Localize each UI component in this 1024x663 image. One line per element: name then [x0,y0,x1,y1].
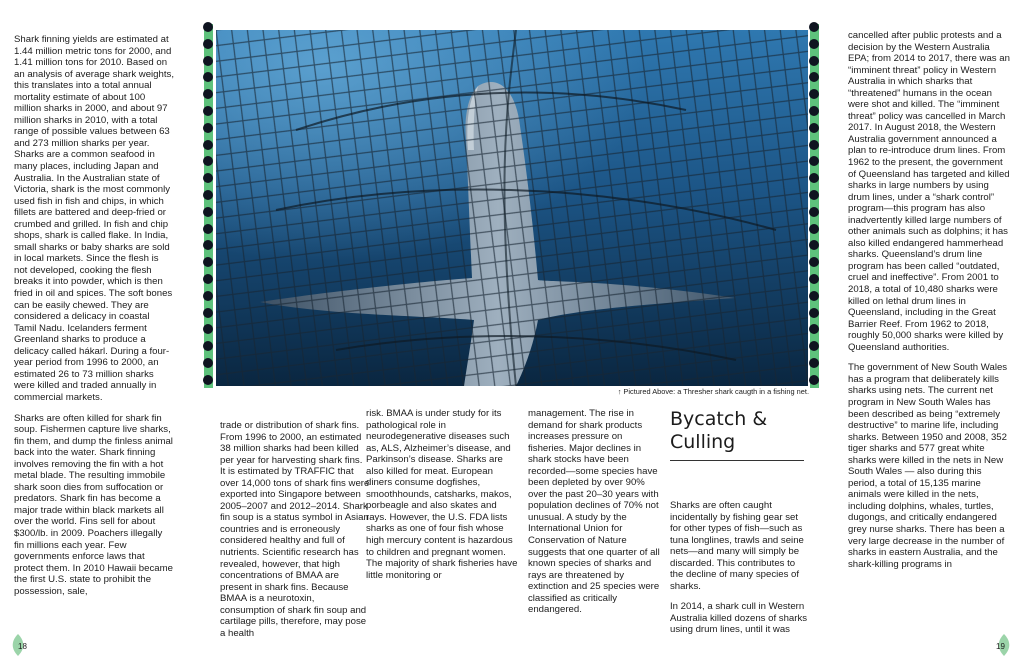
strip-dot [203,224,213,234]
heading-divider [670,460,804,461]
strip-dot [203,291,213,301]
strip-dot [809,156,819,166]
strip-dot [809,39,819,49]
strip-dot [203,56,213,66]
text-column-5 [670,500,810,645]
strip-dot [809,375,819,385]
strip-dot [203,341,213,351]
strip-dot [809,106,819,116]
strip-dot [809,56,819,66]
strip-dot [809,89,819,99]
strip-dot [809,324,819,334]
paragraph: cancelled after public protests and a decision by the Western Australia EPA; from 2014 to 2017, there was an “imminent threat” policy in Western Australia in which sharks that “threatened” humans in the ocean were shot and killed. The “imminent threat” policy was cancelled in March 2017. In August 2018, the Western Australia government announced a plan to re-introduce drum lines. From 1962 to the present, the government of Queensland has targeted and killed sharks in large numbers by using drum lines, under a “shark control” program—this program has also inadvertently killed large numbers of other animals such as dolphins; it has also killed endangered hammerhead sharks. Queensland’s drum line program has been called “outdated, cruel and ineffective”. From 2001 to 2018, a total of 10,480 sharks were killed on lethal drum lines in Queensland, including in the Great Barrier Reef. From 1962 to 2018, roughly 50,000 sharks were killed by Queensland authorities. [848,30,1010,353]
strip-dot [203,240,213,250]
text-column-3 [366,408,518,590]
page-number-left: 18 [18,642,27,651]
strip-dot [203,89,213,99]
paragraph: trade or distribution of shark fins. From 1996 to 2000, an estimated 38 million sharks had been killed per year for harvesting shark fins. It is estimated by TRAFFIC that over 14,000 tons of shark fins were exported into Singapore between 2005–2007 and 2012–2014. Shark fin soup is a status symbol in Asian countries and is erroneously considered healthy and full of nutrients. Scientific research has revealed, however, that high concentrations of BMAA are present in shark fins. Because BMAA is a neurotoxin, consumption of shark fin soup and cartilage pills, therefore, may pose a health [220,420,370,639]
strip-dot [809,291,819,301]
strip-dot [203,358,213,368]
strip-dot [809,207,819,217]
strip-dot [809,72,819,82]
strip-dot [203,156,213,166]
strip-dot [203,22,213,32]
strip-dot [203,190,213,200]
strip-dot [809,123,819,133]
paragraph: Sharks are often killed for shark fin soup. Fishermen capture live sharks, fin them, and dump the finless animal back into the water. Shark finning involves removing the fin with a hot metal blade. The resulting immobile shark soon dies from suffocation or predators. Shark fin has become a major trade within black markets all over the world. Fins sell for about $300/lb. in 2009. Poachers illegally fin millions each year. Few governments enforce laws that protect them. In 2010 Hawaii became the first U.S. state to prohibit the possession, sale, [14,412,173,597]
left-page-marker [8,632,28,658]
strip-dot [809,341,819,351]
strip-dot [203,308,213,318]
paragraph: In 2014, a shark cull in Western Australia killed dozens of sharks using drum lines, until it was [670,601,808,636]
strip-dot [203,173,213,183]
strip-dot [809,140,819,150]
right-text-column [848,30,1011,579]
strip-dot [203,140,213,150]
paragraph: Shark finning yields are estimated at 1.44 million metric tons for 2000, and 1.41 million tons for 2010. Based on an analysis of average shark weights, this translates into a total annual mortality estimate of about 100 million sharks in 2000, and about 97 million sharks in 2010, with a total range of possible values between 63 and 273 million sharks per year. Sharks are a common seafood in many places, including Japan and Australia. In the Australian state of Victoria, shark is the most commonly used fish in fish and chips, in which fillets are battered and deep-fried or crumbed and grilled. In fish and chip shops, shark is called flake. In India, small sharks or baby sharks are sold in local markets. Since the flesh is not developed, cooking the flesh breaks it into powder, which is then fried in oil and spices. The soft bones can be easily chewed. They are considered a delicacy in coastal Tamil Nadu. Icelanders ferment Greenland sharks to produce a delicacy called hákarl. During a four-year period from 1996 to 2000, an estimated 26 to 73 million sharks were killed and traded annually in commercial markets. [14,34,174,403]
section-heading: Bycatch & Culling [670,408,768,453]
strip-dot [203,39,213,49]
paragraph: management. The rise in demand for shark products increases pressure on fisheries. Major declines in shark stocks have been recorded—some species have been depleted by over 90% over the past 20–30 years with population declines of 70% not unusual. A study by the International Union for Conservation of Nature suggests that one quarter of all known species of sharks and rays are threatened by extinction and 25 species were classified as critically endangered. [528,408,660,616]
left-dot-column [202,22,214,392]
strip-dot [203,106,213,116]
strip-dot [809,308,819,318]
shark-net-photo [216,30,808,386]
strip-dot [203,274,213,284]
strip-dot [809,224,819,234]
strip-dot [203,375,213,385]
paragraph: risk. BMAA is under study for its pathological role in neurodegenerative diseases such as, ALS, Alzheimer’s disease, and Parkinson’s disease. Sharks are also killed for meat. European diners consume dogfishes, smoothhounds, catsharks, makos, porbeagle and also skates and rays. However, the U.S. FDA lists sharks as one of four fish whose high mercury content is hazardous to children and pregnant women. The majority of shark fisheries have little monitoring or [366,408,518,581]
right-page-marker [994,632,1014,658]
strip-dot [809,240,819,250]
strip-dot [203,324,213,334]
text-column-2 [220,420,370,648]
strip-dot [203,72,213,82]
strip-dot [809,190,819,200]
strip-dot [809,257,819,267]
strip-dot [809,22,819,32]
page-number-right: 19 [996,642,1005,651]
text-column-4 [528,408,660,625]
strip-dot [203,123,213,133]
strip-dot [203,207,213,217]
paragraph: Sharks are often caught incidentally by fishing gear set for other types of fish—such as tuna longlines, trawls and seine nets—and many will simply be discarded. This contributes to the decline of many species of sharks. [670,500,804,592]
paragraph: The government of New South Wales has a program that deliberately kills sharks using nets. The current net program in New South Wales has been described as being “extremely destructive” to marine life, including sharks. Between 1950 and 2008, 352 tiger sharks and 577 great white sharks were killed in the nets in New South Wales — also during this period, a total of 15,135 marine animals were killed in the nets, including dolphins, whales, turtles, dugongs, and critically endangered grey nurse sharks. There has been a very large decrease in the number of sharks in eastern Australia, and the shark-killing programs in [848,362,1008,570]
strip-dot [809,274,819,284]
strip-dot [203,257,213,267]
left-text-column [14,34,174,606]
strip-dot [809,358,819,368]
photo-caption: ↑ Pictured Above: a Thresher shark caugth in a fishing net. [617,387,809,396]
strip-dot [809,173,819,183]
right-dot-column [808,22,820,392]
